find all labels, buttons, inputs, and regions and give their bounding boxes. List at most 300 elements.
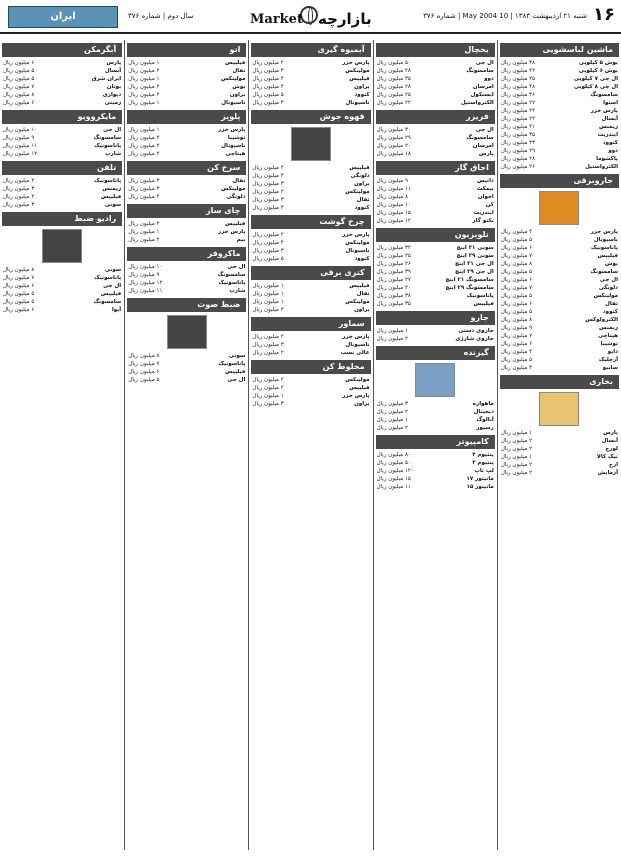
price-row [498,453,621,461]
product-name: ایستکول [470,92,494,98]
price-row [498,99,621,107]
product-price: ۷ میلیون ریال [3,275,35,281]
product-name: اخوان [477,194,494,200]
price-row [249,306,372,314]
product-price: ۱ میلیون ریال [128,76,160,82]
product-price: ۱ میلیون ریال [252,283,284,289]
product-name: اسنوا [603,100,618,106]
price-row [374,284,497,292]
product-name: پارس خزر [218,127,246,133]
product-name: ال جی ۷ کیلویی [573,76,618,82]
product-name: مانیتور ۱۷ [466,476,494,482]
product-name: پاناسونیک [218,361,246,367]
price-row [249,255,372,263]
product-price: ۲۸ میلیون ریال [500,156,536,162]
product-price: ۱۲ میلیون ریال [376,218,411,224]
product-price: ۳ میلیون ریال [252,248,284,254]
product-price: ۱ میلیون ریال [128,229,160,235]
product-name: ال جی ۸ کیلویی [573,84,618,90]
price-row [249,376,372,384]
product-price: ۴ میلیون ریال [252,240,284,246]
product-name: ال جی ۲۱ اینچ [455,261,494,267]
price-row [125,220,248,228]
product-price: ۱ میلیون ریال [500,430,533,436]
price-column [124,40,248,850]
product-name: سامسونگ [590,269,618,275]
product-price: ۴۸ میلیون ریال [500,84,536,90]
product-price: ۳۸ میلیون ریال [376,293,411,299]
price-row [125,142,248,150]
price-row [0,274,124,282]
product-name: پاناسونیک [94,143,122,149]
price-row [498,252,621,260]
price-row [498,131,621,139]
product-price: ۹ میلیون ریال [3,135,35,141]
price-row [249,392,372,400]
product-name: پارس [603,430,618,436]
product-price: ۲ میلیون ریال [128,68,160,74]
product-price: ۷ میلیون ریال [128,361,160,367]
section-heading: ماشین لباسشویی [500,43,619,57]
product-price: ۵ میلیون ریال [3,68,35,74]
product-price: ۱۰ میلیون ریال [376,202,411,208]
product-name: آیوا [111,307,122,313]
product-name: دایو [607,349,618,355]
product-price: ۲ میلیون ریال [376,425,408,431]
section-heading: اجاق گاز [376,161,495,175]
price-row [125,83,248,91]
product-price: ۴ میلیون ریال [252,76,284,82]
product-name: ال جی [227,264,246,270]
price-row [374,327,497,335]
product-name: جاروی شارژی [455,336,494,342]
product-name: براون [354,307,370,313]
product-name: آبسال [104,68,122,74]
product-price: ۲ میلیون ریال [3,178,35,184]
price-row [0,142,124,150]
product-name: آبسال [601,116,618,122]
price-row [498,348,621,356]
product-name: لورچ [605,446,618,452]
product-price: ۶ میلیون ریال [3,307,35,313]
product-price: ۴۲ میلیون ریال [500,68,536,74]
section-heading: آبمیوه گیری [251,43,370,57]
product-price: ۴۸ میلیون ریال [376,68,411,74]
product-price: ۴۵ میلیون ریال [376,253,411,259]
product-name: تفال [232,178,246,184]
product-price: ۶ میلیون ریال [3,283,35,289]
product-price: ۳ میلیون ریال [128,186,160,192]
product-price: ۳ میلیون ریال [252,342,284,348]
price-row [498,268,621,276]
price-row [0,91,124,99]
product-price: ۴ میلیون ریال [252,84,284,90]
product-price: ۱ میلیون ریال [252,393,284,399]
price-row [249,333,372,341]
product-price: ۵ میلیون ریال [500,357,533,363]
product-name: شارپ [105,151,122,157]
product-name: سامسونگ [590,92,618,98]
product-price: ۵ میلیون ریال [500,293,533,299]
product-name: ناسیونال [345,342,370,348]
price-row [374,424,497,432]
product-photo [539,191,579,225]
product-name: پارس [106,60,122,66]
product-name: آنالوگ [476,417,494,423]
product-price: ۳ میلیون ریال [376,401,408,407]
product-name: دوو [484,76,494,82]
section-heading: سرخ کن [127,161,246,175]
section-heading: تلفن [2,161,122,175]
product-name: بیمکث [476,186,494,192]
product-price: ۱ میلیون ریال [376,417,408,423]
product-name: پاناسونیک [590,245,618,251]
product-price: ۲ میلیون ریال [500,470,533,476]
product-price: ۲۷ میلیون ریال [500,100,536,106]
price-row [498,236,621,244]
product-name: بوش [232,84,246,90]
price-row [498,276,621,284]
product-name: دوو [608,148,618,154]
product-name: دیواری [102,92,122,98]
price-row [249,196,372,204]
price-row [125,134,248,142]
price-row [498,461,621,469]
price-row [0,298,124,306]
section-heading: تلویزیون [376,228,495,242]
product-name: سامسونگ [217,272,246,278]
product-price: ۲ میلیون ریال [252,350,284,356]
price-row [498,292,621,300]
price-row [125,59,248,67]
product-price: ۲ میلیون ریال [128,135,160,141]
product-price: ۵ میلیون ریال [3,291,35,297]
section-heading: چای ساز [127,204,246,218]
price-row [498,437,621,445]
product-price: ۱۱ میلیون ریال [128,288,163,294]
product-price: ۲۴ میلیون ریال [500,108,536,114]
price-row [249,75,372,83]
product-name: لپ تاپ [474,468,494,474]
price-row [0,185,124,193]
product-price: ۱ میلیون ریال [128,60,160,66]
product-price: ۳۲ میلیون ریال [376,245,411,251]
product-name: تکنو گاز [472,218,494,224]
product-name: ایندزیت [473,210,494,216]
product-price: ۸ میلیون ریال [500,317,533,323]
product-name: سامسونگ [93,135,122,141]
price-row [249,172,372,180]
product-photo [167,315,207,349]
product-name: فیلیپس [349,385,370,391]
price-row [374,300,497,308]
issue-info: سال دوم | شماره ۳۷۶ [128,12,194,20]
product-price: ۱۵ میلیون ریال [376,476,411,482]
price-row [498,300,621,308]
product-price: ۴ میلیون ریال [128,194,160,200]
product-name: پارس خزر [590,108,618,114]
product-price: ۴ میلیون ریال [500,349,533,355]
price-row [498,469,621,477]
product-name: ال جی [475,127,494,133]
price-row [498,67,621,75]
product-price: ۴ میلیون ریال [500,229,533,235]
price-row [249,349,372,357]
product-price: ۵ میلیون ریال [3,299,35,305]
product-price: ۹ میلیون ریال [128,272,160,278]
product-name: ناسیونال [221,143,246,149]
product-name: مولینکس [345,377,370,383]
product-name: الکترواستیل [585,164,618,170]
product-name: فیلیپس [225,221,246,227]
price-row [0,59,124,67]
product-price: ۴۰ میلیون ریال [376,285,411,291]
product-name: پنتیوم ۳ [472,460,494,466]
product-price: ۱۱ میلیون ریال [376,484,411,490]
price-row [249,188,372,196]
price-row [498,91,621,99]
product-name: کنوود [354,92,370,98]
product-price: ۲۸ میلیون ریال [376,84,411,90]
product-name: فیلیپس [597,253,618,259]
product-name: پارس خزر [342,60,370,66]
product-name: براون [229,92,246,98]
product-price: ۳۵ میلیون ریال [500,132,536,138]
section-heading: جارو [376,311,495,325]
price-row [498,83,621,91]
price-row [249,180,372,188]
price-row [0,75,124,83]
product-price: ۳۵ میلیون ریال [376,76,411,82]
product-name: آرچلیک [598,357,618,363]
product-price: ۵ میلیون ریال [500,237,533,243]
price-row [498,445,621,453]
product-price: ۲ میلیون ریال [3,194,35,200]
product-name: کنوود [602,140,618,146]
price-column [248,40,372,850]
product-price: ۳۹ میلیون ریال [376,269,411,275]
product-price: ۳۵ میلیون ریال [376,301,411,307]
product-name: سونی ۲۹ اینچ [456,253,494,259]
product-price: ۲ میلیون ریال [252,232,284,238]
product-name: کنوود [354,256,370,262]
price-row [498,284,621,292]
product-price: ۲۶ میلیون ریال [376,261,411,267]
price-row [125,368,248,376]
product-name: براون [354,181,370,187]
product-name: کن [485,202,494,208]
price-column [497,40,621,850]
product-price: ۶ میلیون ریال [500,277,533,283]
product-name: تفال [232,68,246,74]
price-row [0,150,124,158]
product-name: تفال [605,301,618,307]
product-price: ۳ میلیون ریال [252,181,284,187]
price-row [0,134,124,142]
product-price: ۲۲ میلیون ریال [376,100,411,106]
product-price: ۴ میلیون ریال [252,173,284,179]
product-photo [539,392,579,426]
product-photo [291,127,331,161]
price-row [498,147,621,155]
section-heading: اتو [127,43,246,57]
product-name: مولینکس [345,299,370,305]
product-price: ۴۱ میلیون ریال [500,124,536,130]
product-price: ۶ میلیون ریال [500,341,533,347]
product-price: ۱ میلیون ریال [128,127,160,133]
product-name: مولینکس [345,240,370,246]
product-price: ۱۲۰ میلیون ریال [376,468,414,474]
price-row [249,290,372,298]
page-header [0,0,621,34]
section-heading: ضبط صوت [127,298,246,312]
product-price: ۱ میلیون ریال [500,454,533,460]
product-price: ۲ میلیون ریال [128,221,160,227]
product-price: ۳۸ میلیون ریال [500,60,536,66]
price-row [125,126,248,134]
product-price: ۷ میلیون ریال [500,253,533,259]
section-heading: قهوه جوش [251,110,370,124]
product-name: ال جی [103,127,122,133]
section-title-fa: بازارچه [318,10,372,28]
product-name: فیلیپس [225,60,246,66]
product-price: ۲۷ میلیون ریال [376,277,411,283]
price-row [498,123,621,131]
product-name: عالی نسب [340,350,370,356]
price-row [249,91,372,99]
product-name: هیتاچی [225,151,246,157]
product-price: ۵ میلیون ریال [252,256,284,262]
product-name: ناسیونال [345,100,370,106]
product-price: ۲ میلیون ریال [252,165,284,171]
product-name: مولینکس [221,76,246,82]
product-name: سانیو [602,365,618,371]
price-row [249,164,372,172]
product-name: بوش ۶ کیلویی [578,68,618,74]
product-name: فیلیپس [473,301,494,307]
price-row [249,298,372,306]
product-price: ۲ میلیون ریال [500,462,533,468]
product-name: سامسونگ [466,135,494,141]
product-name: پارس خزر [342,232,370,238]
product-name: امرسان [472,143,494,149]
price-row [125,236,248,244]
product-price: ۲ میلیون ریال [128,84,160,90]
product-price: ۴ میلیون ریال [252,205,284,211]
section-heading: آبگرمکن [2,43,122,57]
product-price: ۲۰ میلیون ریال [376,143,411,149]
product-price: ۲ میلیون ریال [128,237,160,243]
section-heading: پلوپز [127,110,246,124]
price-row [0,282,124,290]
product-price: ۱۲ میلیون ریال [128,280,163,286]
product-price: ۲۵ میلیون ریال [376,92,411,98]
price-row [374,217,497,225]
product-name: مولینکس [593,293,618,299]
price-row [374,408,497,416]
product-price: ۲ میلیون ریال [376,336,408,342]
price-row [249,341,372,349]
product-price: ۱۵ میلیون ریال [376,210,411,216]
product-name: پاناسونیک [94,178,122,184]
product-name: ماهواره [472,401,494,407]
section-heading: سماور [251,317,370,331]
product-name: فیلیپس [225,369,246,375]
product-name: سونی [228,353,246,359]
product-price: ۵ میلیون ریال [3,76,35,82]
product-price: ۲ میلیون ریال [500,438,533,444]
product-name: ایندزیت [597,132,618,138]
price-row [249,282,372,290]
price-row [125,150,248,158]
price-row [125,91,248,99]
product-price: ۹ میلیون ریال [500,325,533,331]
price-row [374,260,497,268]
product-name: پاکشوما [596,156,618,162]
price-row [498,364,621,372]
product-name: پارس خزر [218,229,246,235]
product-name: تفال [356,197,370,203]
dateline: شنبه ۲۱ اردیبهشت ۱۳۸۳ | 10 May 2004 | شماره ۳۷۶ [423,12,587,20]
product-price: ۱۱ میلیون ریال [376,186,411,192]
product-price: ۵ میلیون ریال [500,309,533,315]
product-price: ۶ میلیون ریال [500,245,533,251]
product-price: ۸ میلیون ریال [376,194,408,200]
product-price: ۲۹ میلیون ریال [376,135,411,141]
product-name: پارس [478,151,494,157]
product-name: پارس خزر [342,393,370,399]
product-name: براون [354,84,370,90]
price-row [498,356,621,364]
product-price: ۳ میلیون ریال [252,100,284,106]
product-name: فیلیپس [349,283,370,289]
price-column [373,40,497,850]
price-row [249,59,372,67]
product-name: دلونگی [226,194,246,200]
product-name: زیمنس [599,325,618,331]
product-price: ۲ میلیون ریال [252,334,284,340]
price-row [498,107,621,115]
newspaper-logo-text: ایران [50,11,76,22]
price-row [374,99,497,107]
product-price: ۵ میلیون ریال [500,269,533,275]
price-row [249,400,372,408]
price-row [374,292,497,300]
price-row [125,287,248,295]
price-row [249,247,372,255]
price-row [125,376,248,384]
product-name: امرسان [472,84,494,90]
page-number: ۱۶ [593,4,615,25]
product-price: ۶ میلیون ریال [500,301,533,307]
price-row [498,308,621,316]
product-photo [42,229,82,263]
price-row [0,266,124,274]
product-price: ۲ میلیون ریال [252,385,284,391]
price-row [0,306,124,314]
product-price: ۲ میلیون ریال [252,60,284,66]
price-row [374,83,497,91]
product-name: فیلیپس [349,76,370,82]
product-name: پاناسونیک [466,293,494,299]
price-row [125,271,248,279]
price-row [0,290,124,298]
price-row [0,177,124,185]
product-name: سونی [104,267,122,273]
product-name: زیمنس [599,124,618,130]
product-price: ۲ میلیون ریال [128,143,160,149]
product-price: ۵۰ میلیون ریال [376,460,411,466]
